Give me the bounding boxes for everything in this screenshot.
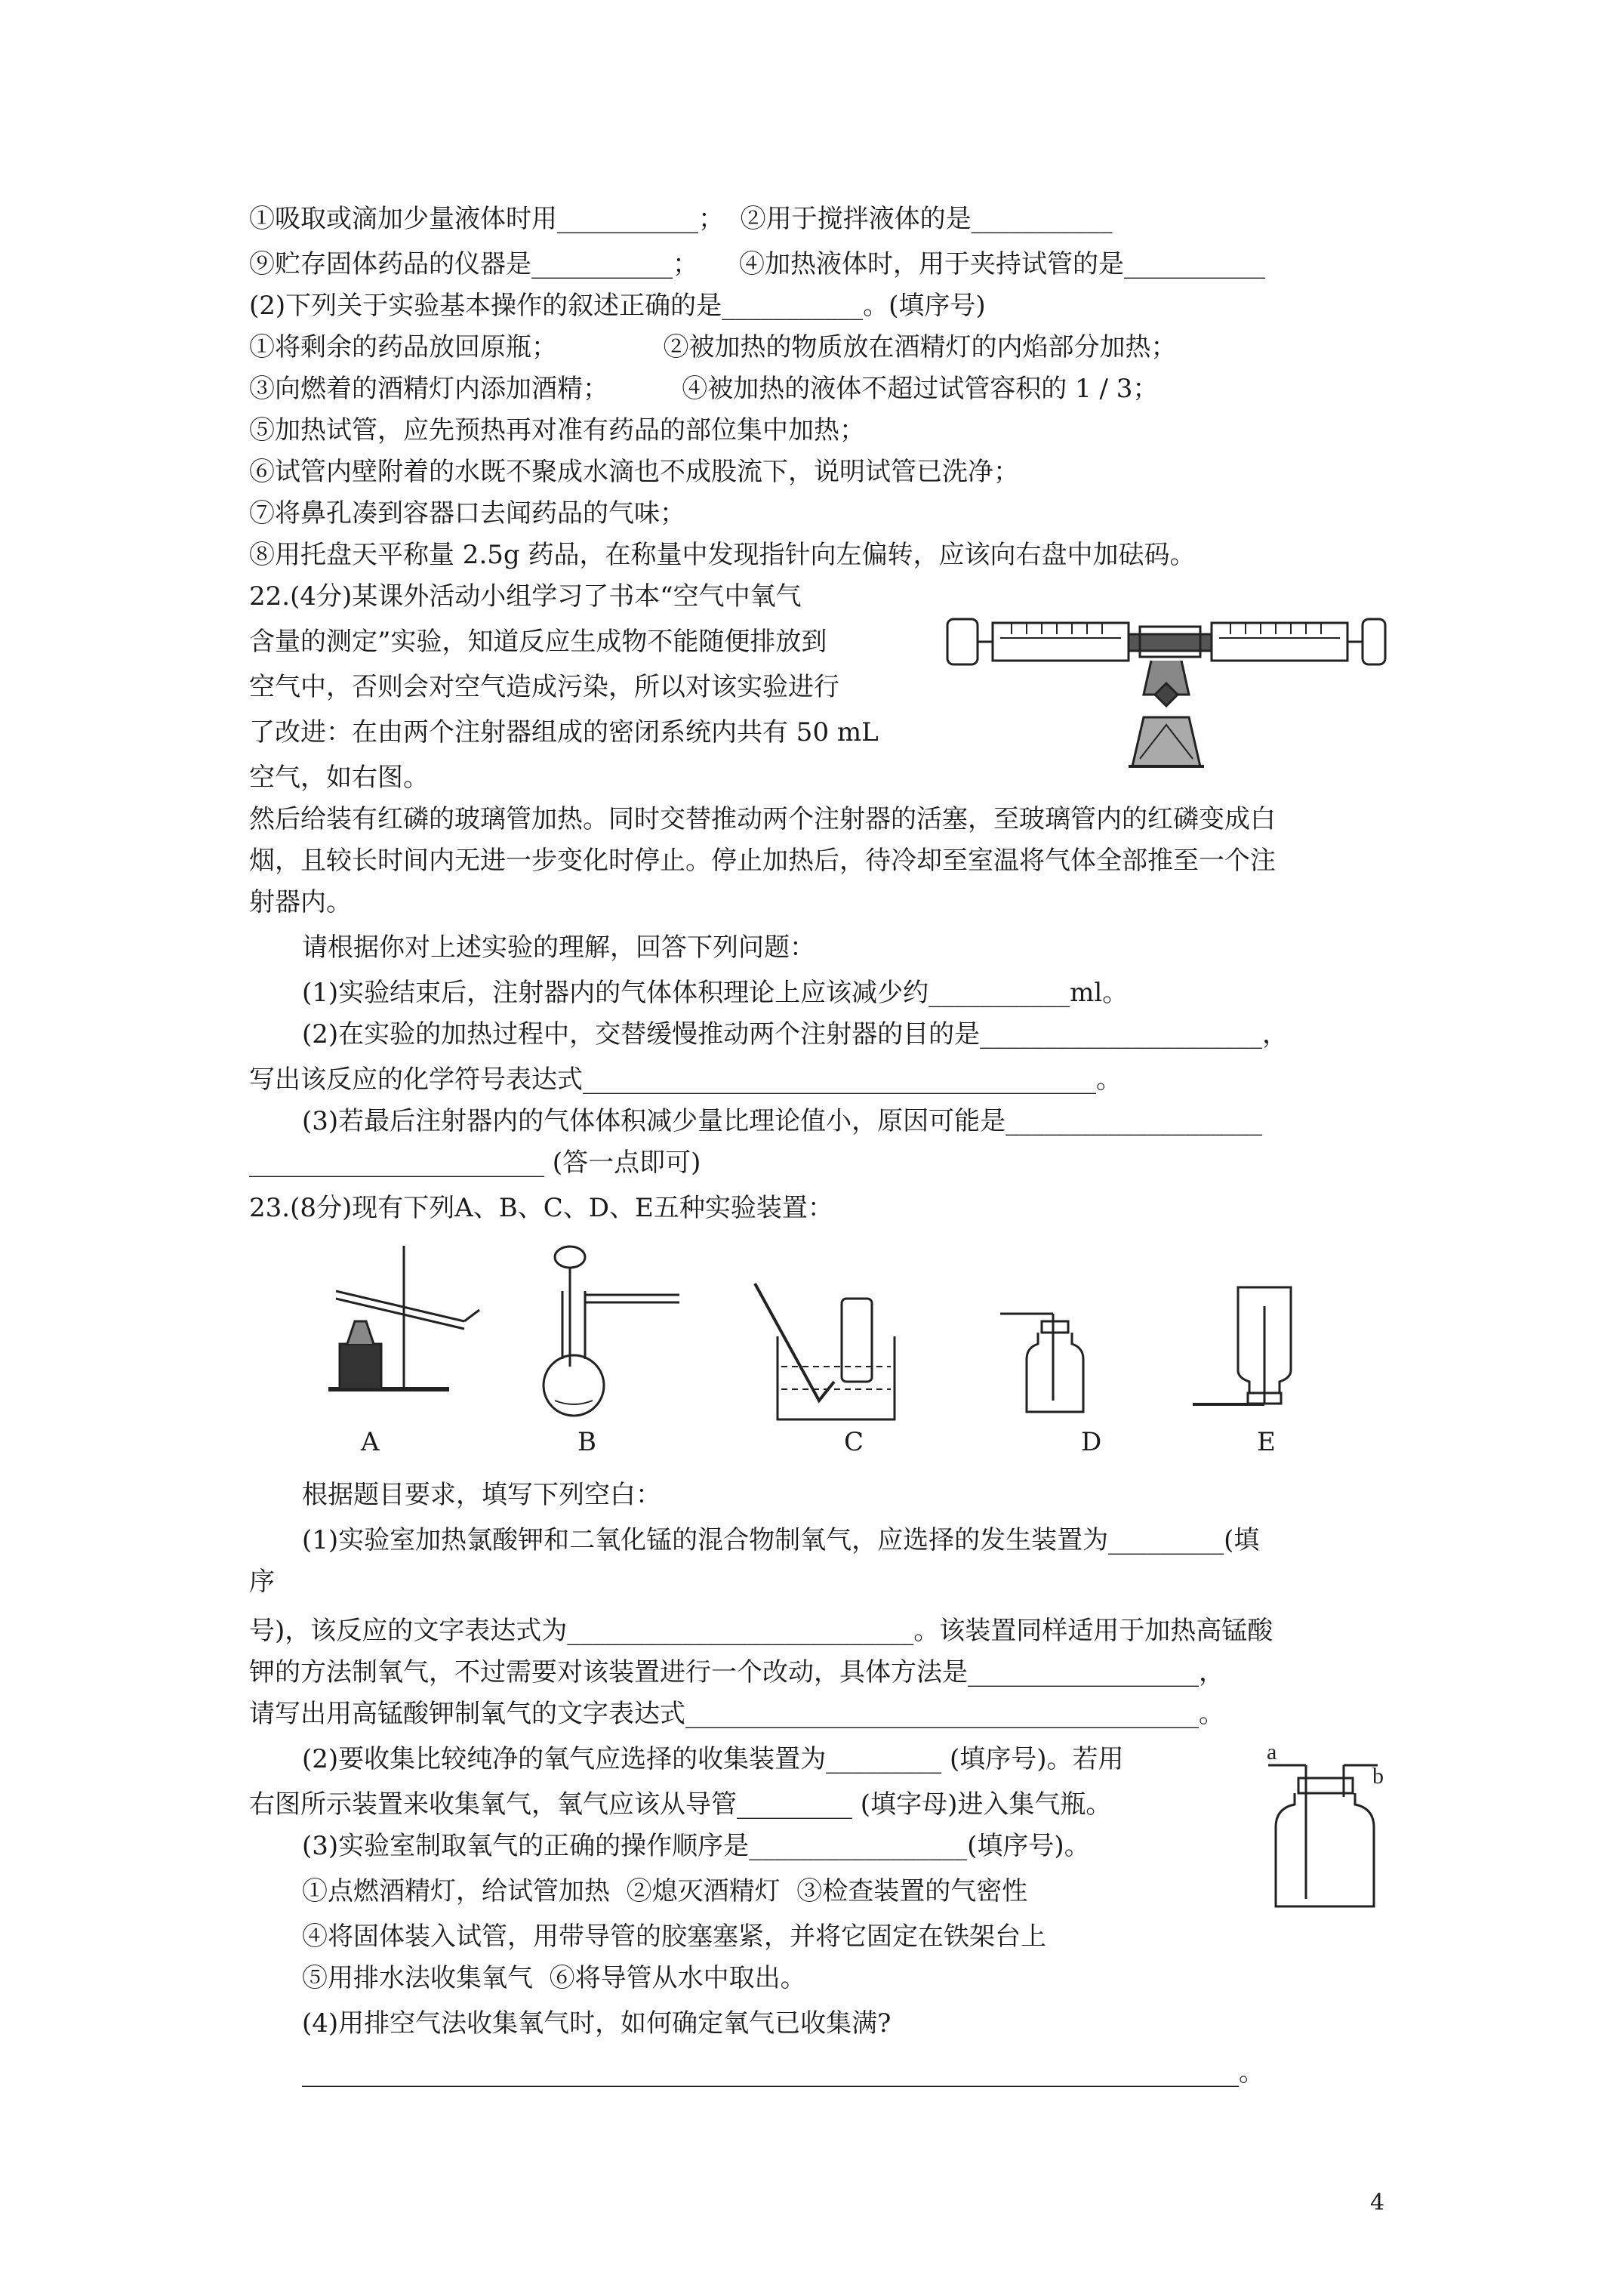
label-e: E [1257, 1427, 1276, 1457]
q23-step-1-3: ①点燃酒精灯，给试管加热 ②熄灭酒精灯 ③检查装置的气密性 [302, 1876, 1028, 1906]
q23-step-5-6: ⑤用排水法收集氧气 ⑥将导管从水中取出。 [302, 1963, 806, 1993]
apparatus-d-figure [996, 1295, 1095, 1416]
q23-sub1-c: 钾的方法制氧气，不过需要对该装置进行一个改动，具体方法是__________________， [249, 1657, 1224, 1687]
q23-sub2-cont: 右图所示装置来收集氧气，氧气应该从导管_________ (填字母)进入集气瓶。 [249, 1789, 1112, 1820]
q22-sub2-cont: 写出该反应的化学符号表达式________________________________________。 [249, 1065, 1122, 1095]
label-a: A [361, 1427, 380, 1457]
q21-option-1-2: ①将剩余的药品放回原瓶； ②被加热的物质放在酒精灯的内焰部分加热； [249, 332, 1177, 362]
q22-line7: 烟，且较长时间内无进一步变化时停止。停止加热后，待冷却至室温将气体全部推至一个注 [249, 846, 1276, 876]
q22-line4: 了改进：在由两个注射器组成的密闭系统内共有 50 mL [249, 717, 879, 747]
q23-sub4: (4)用排空气法收集氧气时，如何确定氧气已收集满? [302, 2008, 892, 2039]
label-c: C [844, 1427, 864, 1457]
q21-option-6: ⑥试管内壁附着的水既不聚成水滴也不成股流下，说明试管已洗净； [249, 457, 1019, 487]
page-number: 4 [1370, 2190, 1385, 2216]
q23-sub1-d: 请写出用高锰酸钾制氧气的文字表达式________________________________________。 [249, 1699, 1224, 1729]
q23-sub2: (2)要收集比较纯净的氧气应选择的收集装置为_________ (填序号)。若用 [302, 1744, 1124, 1774]
q23-sub1-a: 序 [249, 1567, 275, 1597]
q23-sub4-answer-line: _________________________________________________________________________。 [302, 2057, 1264, 2088]
apparatus-c-figure [747, 1276, 906, 1427]
q21-line2: ⑨贮存固体药品的仪器是___________； ④加热液体时，用于夹持试管的是___________ [249, 249, 1266, 279]
q21-option-5: ⑤加热试管，应先预热再对准有药品的部位集中加热； [249, 415, 865, 445]
gas-bottle-figure [1261, 1737, 1397, 1918]
apparatus-b-figure [528, 1238, 687, 1419]
q21-option-3-4: ③向燃着的酒精灯内添加酒精； ④被加热的液体不超过试管容积的 1 / 3； [249, 374, 1159, 404]
tube-b-label: b [1372, 1764, 1384, 1789]
q22-line3: 空气中，否则会对空气造成污染，所以对该实验进行 [249, 672, 839, 702]
label-d: D [1081, 1427, 1102, 1457]
q22-sub2: (2)在实验的加热过程中，交替缓慢推动两个注射器的目的是______________________， [302, 1019, 1289, 1049]
q21-option-7: ⑦将鼻孔凑到容器口去闻药品的气味； [249, 498, 685, 529]
q21-option-8: ⑧用托盘天平称量 2.5g 药品，在称量中发现指针向左偏转，应该向右盘中加砝码。 [249, 540, 1196, 570]
apparatus-a-figure [313, 1238, 494, 1397]
q23-line1: 23.(8分)现有下列A、B、C、D、E五种实验装置： [249, 1193, 833, 1223]
tube-a-label: a [1267, 1740, 1277, 1764]
label-b: B [577, 1427, 596, 1457]
syringe-apparatus-figure [940, 604, 1393, 778]
q23-step-4: ④将固体装入试管，用带导管的胶塞塞紧，并将它固定在铁架台上 [302, 1922, 1046, 1952]
q22-prompt: 请根据你对上述实验的理解，回答下列问题： [302, 932, 815, 963]
q23-sub1: (1)实验室加热氯酸钾和二氧化锰的混合物制氧气，应选择的发生装置为_________(填 [302, 1525, 1260, 1555]
q22-line1: 22.(4分)某课外活动小组学习了书本“空气中氧气 [249, 581, 802, 612]
q22-line6: 然后给装有红磷的玻璃管加热。同时交替推动两个注射器的活塞，至玻璃管内的红磷变成白 [249, 804, 1276, 834]
q22-sub3: (3)若最后注射器内的气体体积减少量比理论值小，原因可能是____________________ [302, 1106, 1263, 1136]
q22-line2: 含量的测定”实验，知道反应生成物不能随便排放到 [249, 627, 827, 657]
q22-sub3-cont: _______________________ (答一点即可) [249, 1148, 701, 1178]
q23-sub3: (3)实验室制取氧气的正确的操作顺序是_________________(填序号)。 [302, 1831, 1090, 1861]
q21-line3: (2)下列关于实验基本操作的叙述正确的是___________。(填序号) [249, 291, 986, 321]
q22-line5: 空气，如右图。 [249, 763, 429, 793]
q23-sub1-b: 号)，该反应的文字表达式为___________________________。该装置同样适用于加热高锰酸 [249, 1616, 1273, 1646]
q23-prompt: 根据题目要求，填写下列空白： [302, 1480, 661, 1510]
q22-sub1: (1)实验结束后，注射器内的气体体积理论上应该减少约___________ml。 [302, 978, 1129, 1008]
q22-line8: 射器内。 [249, 887, 352, 917]
q21-line1: ①吸取或滴加少量液体时用___________； ②用于搅拌液体的是___________ [249, 204, 1113, 234]
apparatus-e-figure [1189, 1284, 1302, 1419]
